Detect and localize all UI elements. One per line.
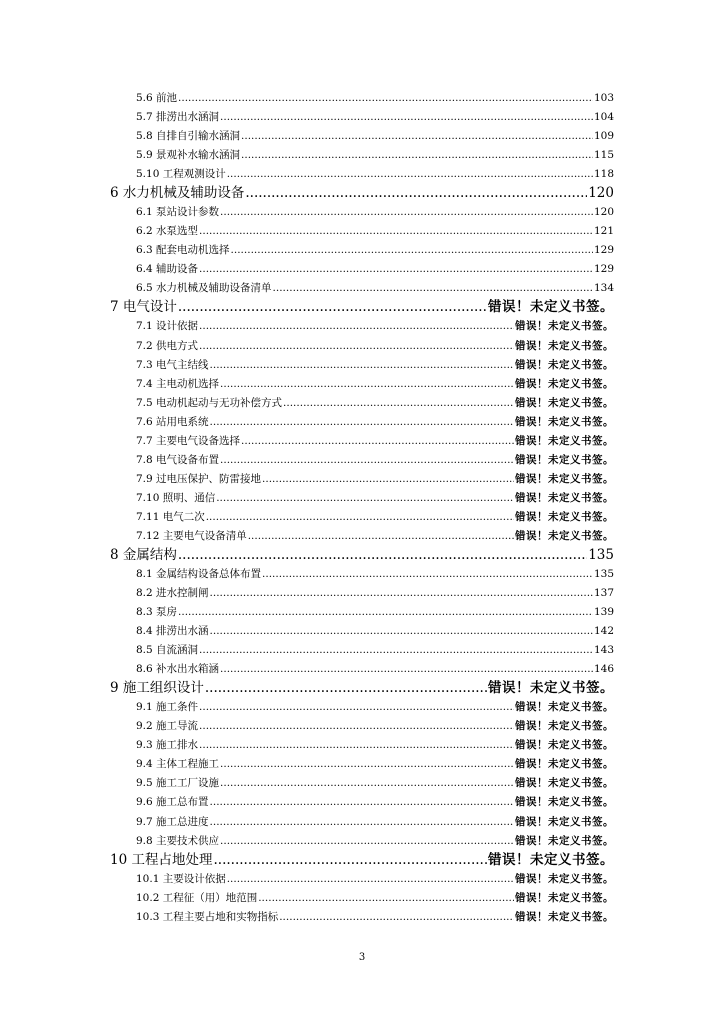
toc-entry-page: 错误！未定义书签。 — [515, 758, 614, 771]
toc-entry-page: 错误！未定义书签。 — [515, 415, 614, 428]
toc-dot-leader — [220, 110, 593, 125]
toc-entry-title: 10.1 主要设计依据 — [136, 872, 226, 885]
toc-entry-title: 8.2 进水控制闸 — [136, 587, 209, 600]
toc-dot-leader — [199, 719, 514, 734]
toc-section-entry[interactable] — [136, 129, 614, 144]
toc-section-entry[interactable] — [136, 643, 614, 658]
toc-entry-title: 6 水力机械及辅助设备 — [110, 185, 245, 202]
toc-dot-leader — [199, 339, 514, 354]
toc-entry-page: 135 — [588, 546, 614, 563]
toc-entry-page: 错误！未定义书签。 — [515, 339, 614, 352]
toc-dot-leader — [273, 281, 593, 296]
toc-dot-leader — [241, 129, 593, 144]
toc-entry-page: 139 — [593, 606, 614, 619]
toc-section-entry[interactable] — [136, 605, 614, 620]
toc-dot-leader — [199, 262, 593, 277]
toc-dot-leader — [178, 605, 593, 620]
toc-entry-page: 错误！未定义书签。 — [515, 434, 614, 447]
toc-entry-title: 7.7 主要电气设备选择 — [136, 434, 241, 447]
toc-dot-leader — [210, 815, 514, 830]
toc-dot-leader — [210, 358, 514, 373]
toc-entry-title: 8 金属结构 — [110, 546, 177, 563]
toc-entry-title: 6.4 辅助设备 — [136, 263, 199, 276]
toc-entry-page: 121 — [593, 225, 614, 238]
toc-entry-page: 错误！未定义书签。 — [515, 720, 614, 733]
toc-section-entry[interactable] — [136, 586, 614, 601]
toc-entry-page: 错误！未定义书签。 — [515, 377, 614, 390]
toc-section-entry[interactable] — [136, 891, 614, 906]
toc-dot-leader — [241, 434, 514, 449]
toc-entry-page: 错误！未定义书签。 — [515, 453, 614, 466]
toc-entry-title: 9 施工组织设计 — [110, 680, 204, 697]
toc-entry-title: 6.3 配套电动机选择 — [136, 244, 230, 257]
toc-section-entry[interactable] — [136, 491, 614, 506]
toc-section-entry[interactable] — [136, 148, 614, 163]
toc-entry-title: 10.3 工程主要占地和实物指标 — [136, 910, 279, 923]
toc-entry-page: 错误！未定义书签。 — [515, 796, 614, 809]
toc-entry-title: 8.6 补水出水箱涵 — [136, 663, 220, 676]
toc-entry-page: 错误！未定义书签。 — [515, 777, 614, 790]
toc-entry-title: 8.3 泵房 — [136, 606, 178, 619]
toc-section-entry[interactable] — [136, 872, 614, 887]
toc-dot-leader — [220, 776, 514, 791]
toc-dot-leader — [220, 377, 514, 392]
toc-entry-page: 146 — [593, 663, 614, 676]
toc-section-entry[interactable] — [136, 358, 614, 373]
toc-section-entry[interactable] — [136, 624, 614, 639]
toc-dot-leader — [213, 851, 487, 869]
toc-dot-leader — [178, 298, 487, 316]
toc-section-entry[interactable] — [136, 396, 614, 411]
toc-entry-page: 129 — [593, 244, 614, 257]
toc-dot-leader — [178, 546, 587, 564]
toc-entry-title: 8.1 金属结构设备总体布置 — [136, 568, 262, 580]
toc-entry-page: 错误！未定义书签。 — [515, 739, 614, 752]
toc-entry-title: 7.6 站用电系统 — [136, 415, 209, 428]
toc-dot-leader — [227, 167, 593, 182]
toc-dot-leader — [283, 396, 514, 411]
toc-dot-leader — [216, 491, 514, 506]
toc-entry-title: 7.4 主电动机选择 — [136, 377, 220, 390]
toc-section-entry[interactable] — [136, 529, 614, 544]
toc-chapter-entry[interactable] — [110, 679, 614, 697]
toc-entry-title: 5.8 自排自引输水涵洞 — [136, 130, 241, 143]
toc-section-entry[interactable] — [136, 719, 614, 734]
toc-entry-title: 9.8 主要技术供应 — [136, 834, 220, 847]
toc-entry-page: 错误！未定义书签。 — [515, 872, 614, 885]
toc-dot-leader — [220, 205, 593, 220]
toc-section-entry[interactable] — [136, 510, 614, 525]
toc-dot-leader — [199, 738, 514, 753]
toc-entry-title: 7.10 照明、通信 — [136, 491, 216, 504]
toc-dot-leader — [262, 567, 593, 582]
toc-entry-page: 错误！未定义书签。 — [515, 491, 614, 504]
toc-entry-title: 7.12 主要电气设备清单 — [136, 529, 247, 542]
toc-entry-title: 7.5 电动机起动与无功补偿方式 — [136, 396, 283, 409]
toc-entry-title: 7.11 电气二次 — [136, 510, 205, 523]
toc-entry-page: 错误！未定义书签。 — [515, 701, 614, 714]
toc-entry-page: 137 — [593, 587, 614, 600]
toc-entry-page: 142 — [593, 625, 614, 638]
toc-dot-leader — [279, 910, 514, 925]
toc-section-entry[interactable] — [136, 262, 614, 277]
toc-entry-page: 129 — [593, 263, 614, 276]
toc-entry-page: 103 — [593, 92, 614, 104]
toc-entry-title: 7.9 过电压保护、防雷接地 — [136, 472, 262, 485]
toc-chapter-entry[interactable] — [110, 184, 614, 202]
toc-entry-title: 10.2 工程征（用）地范围 — [136, 891, 258, 904]
toc-section-entry[interactable] — [136, 567, 614, 582]
toc-entry-page: 错误！未定义书签。 — [515, 320, 614, 333]
toc-dot-leader — [245, 184, 587, 202]
page-number: 3 — [358, 952, 366, 963]
toc-section-entry[interactable] — [136, 834, 614, 849]
toc-section-entry[interactable] — [136, 662, 614, 677]
toc-entry-page: 错误！未定义书签。 — [515, 358, 614, 371]
toc-entry-page: 120 — [593, 206, 614, 219]
toc-entry-title: 7.2 供电方式 — [136, 339, 199, 352]
toc-entry-title: 8.4 排涝出水涵 — [136, 625, 209, 638]
toc-entry-page: 错误！未定义书签。 — [515, 472, 614, 485]
toc-entry-title: 9.6 施工总布置 — [136, 796, 209, 809]
toc-chapter-entry[interactable] — [110, 851, 614, 869]
toc-entry-page: 错误！未定义书签。 — [515, 815, 614, 828]
toc-entry-page: 135 — [593, 568, 614, 580]
toc-entry-page: 错误！未定义书签。 — [515, 891, 614, 904]
toc-section-entry[interactable] — [136, 377, 614, 392]
toc-dot-leader — [199, 224, 593, 239]
toc-dot-leader — [199, 319, 514, 334]
toc-entry-title: 9.2 施工导流 — [136, 720, 199, 733]
toc-dot-leader — [199, 700, 514, 715]
toc-section-entry[interactable] — [136, 910, 614, 925]
toc-section-entry[interactable] — [136, 167, 614, 182]
toc-dot-leader — [206, 510, 514, 525]
toc-chapter-entry[interactable] — [110, 546, 614, 564]
toc-entry-page: 错误！未定义书签。 — [515, 834, 614, 847]
toc-section-entry[interactable] — [136, 224, 614, 239]
toc-entry-page: 错误！未定义书签。 — [488, 299, 614, 316]
toc-entry-title: 5.10 工程观测设计 — [136, 168, 226, 181]
toc-dot-leader — [248, 529, 514, 544]
toc-entry-title: 7.8 电气设备布置 — [136, 453, 220, 466]
toc-entry-title: 5.6 前池 — [136, 92, 178, 104]
toc-dot-leader — [210, 415, 514, 430]
toc-section-entry[interactable] — [136, 472, 614, 487]
toc-section-entry[interactable] — [136, 757, 614, 772]
toc-section-entry[interactable] — [136, 319, 614, 334]
toc-dot-leader — [220, 834, 514, 849]
toc-section-entry[interactable] — [136, 415, 614, 430]
toc-dot-leader — [262, 472, 514, 487]
toc-section-entry[interactable] — [136, 795, 614, 810]
toc-entry-title: 8.5 自流涵洞 — [136, 644, 199, 657]
toc-entry-page: 143 — [593, 644, 614, 657]
toc-section-entry[interactable] — [136, 110, 614, 125]
toc-entry-page: 120 — [588, 185, 614, 202]
toc-section-entry[interactable] — [136, 243, 614, 258]
toc-entry-title: 9.3 施工排水 — [136, 739, 199, 752]
toc-entry-page: 134 — [593, 282, 614, 295]
toc-dot-leader — [258, 891, 514, 906]
toc-entry-page: 104 — [593, 111, 614, 124]
toc-entry-title: 9.1 施工条件 — [136, 701, 199, 714]
toc-entry-title: 9.4 主体工程施工 — [136, 758, 220, 771]
toc-entry-title: 6.1 泵站设计参数 — [136, 206, 220, 219]
toc-dot-leader — [210, 795, 514, 810]
toc-entry-title: 6.5 水力机械及辅助设备清单 — [136, 282, 272, 295]
toc-entry-page: 错误！未定义书签。 — [515, 510, 614, 523]
toc-section-entry[interactable] — [136, 434, 614, 449]
toc-dot-leader — [220, 757, 514, 772]
toc-entry-title: 7 电气设计 — [110, 299, 177, 316]
toc-entry-title: 10 工程占地处理 — [110, 851, 213, 868]
toc-section-entry[interactable] — [136, 339, 614, 354]
toc-entry-page: 错误！未定义书签。 — [515, 396, 614, 409]
toc-entry-title: 9.5 施工工厂设施 — [136, 777, 220, 790]
toc-entry-title: 7.1 设计依据 — [136, 320, 199, 333]
toc-dot-leader — [241, 148, 593, 163]
toc-dot-leader — [178, 91, 593, 106]
toc-section-entry[interactable] — [136, 205, 614, 220]
toc-entry-page: 错误！未定义书签。 — [515, 910, 614, 923]
toc-dot-leader — [227, 872, 514, 887]
toc-entry-page: 错误！未定义书签。 — [488, 851, 614, 868]
toc-dot-leader — [231, 243, 593, 258]
toc-entry-page: 115 — [593, 149, 614, 162]
toc-section-entry[interactable] — [136, 91, 614, 106]
toc-entry-title: 5.7 排涝出水涵洞 — [136, 111, 220, 124]
toc-dot-leader — [220, 453, 514, 468]
toc-entry-title: 9.7 施工总进度 — [136, 815, 209, 828]
toc-section-entry[interactable] — [136, 738, 614, 753]
toc-section-entry[interactable] — [136, 700, 614, 715]
toc-chapter-entry[interactable] — [110, 298, 614, 316]
toc-dot-leader — [210, 586, 593, 601]
toc-dot-leader — [199, 643, 593, 658]
toc-entry-title: 7.3 电气主结线 — [136, 358, 209, 371]
toc-entry-title: 5.9 景观补水输水涵洞 — [136, 149, 241, 162]
toc-dot-leader — [220, 662, 593, 677]
toc-dot-leader — [205, 679, 487, 697]
toc-section-entry[interactable] — [136, 453, 614, 468]
toc-entry-page: 118 — [593, 168, 614, 181]
toc-entry-page: 错误！未定义书签。 — [488, 680, 614, 697]
toc-section-entry[interactable] — [136, 815, 614, 830]
toc-section-entry[interactable] — [136, 776, 614, 791]
toc-entry-title: 6.2 水泵选型 — [136, 225, 199, 238]
toc-dot-leader — [210, 624, 593, 639]
toc-entry-page: 109 — [593, 130, 614, 143]
toc-entry-page: 错误！未定义书签。 — [515, 529, 614, 542]
toc-section-entry[interactable] — [136, 281, 614, 296]
